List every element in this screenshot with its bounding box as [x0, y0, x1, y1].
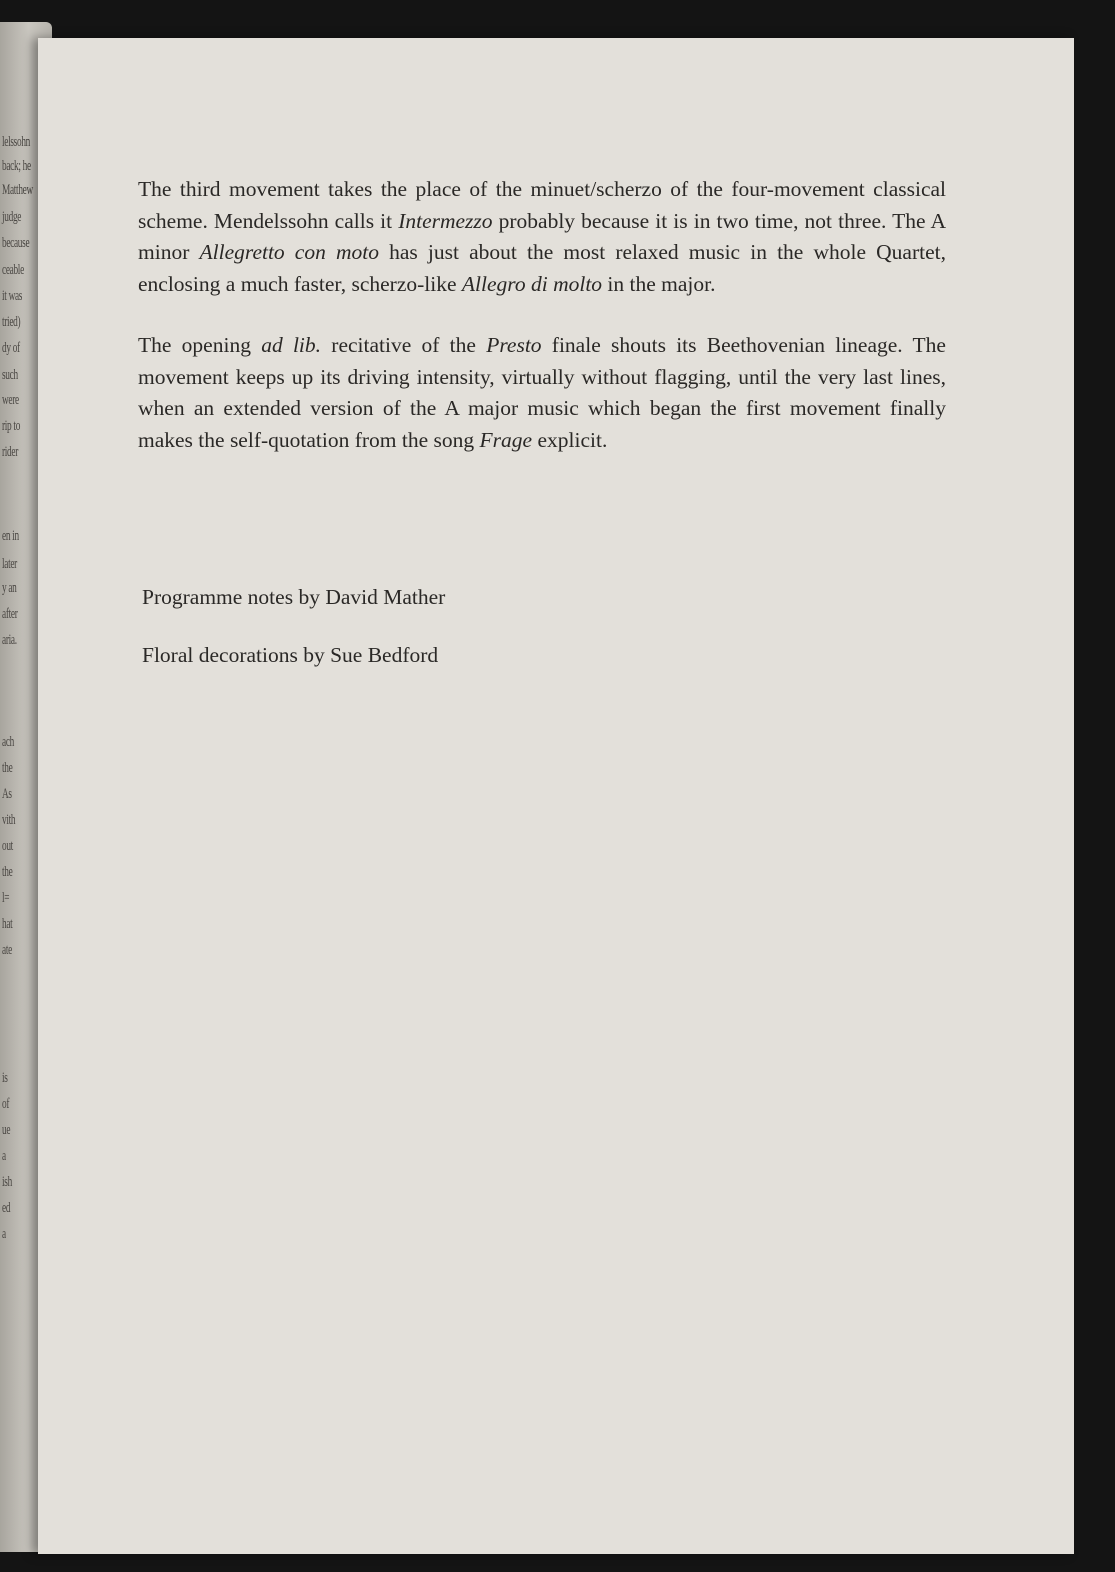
text-run: has just about the most relaxed music in the whole Quartet, enclosing a much faster, scherzo-like [138, 240, 946, 296]
paragraph-third-movement [138, 174, 946, 300]
credit-programme-notes: Programme notes by David Mather [142, 585, 446, 609]
previous-page-text-fragment: were [2, 392, 19, 408]
previous-page-text-fragment: back; he [2, 158, 31, 174]
previous-page-text-fragment: it was [2, 288, 23, 304]
previous-page-text-fragment: such [2, 367, 18, 383]
previous-page-text-fragment: because [2, 235, 30, 251]
body-text [138, 174, 946, 456]
previous-page-text-fragment: of [2, 1096, 10, 1112]
previous-page-text-fragment: vith [2, 812, 16, 828]
previous-page-text-fragment: the [2, 760, 13, 776]
text-run: finale shouts its Beethovenian lineage. The movement keeps up its driving intensity, virtually without flagging, until the very last lines, when an extended version of the A major music which began the first movement finally makes the self-quotation from the song [138, 333, 946, 452]
previous-page-text-fragment: lelssohn [2, 134, 31, 150]
previous-page-text-fragment: a [2, 1148, 6, 1164]
previous-page-text-fragment: is [2, 1070, 8, 1086]
previous-page-text-fragment: judge [2, 209, 22, 225]
programme-page [38, 38, 1074, 1554]
previous-page-text-fragment: ate [2, 942, 12, 958]
previous-page-text-fragment: ach [2, 734, 14, 750]
text-run: explicit. [532, 427, 608, 452]
previous-page-text-fragment: ceable [2, 262, 24, 278]
text-run: The opening [138, 333, 262, 357]
italic-text-run: Allegretto con moto [199, 240, 379, 264]
credits [142, 582, 445, 670]
text-run: The third movement takes the place of the minuet/scherzo of the four-movement classical scheme. Mendelssohn calls it [138, 177, 946, 233]
italic-text-run: Allegro di molto [461, 271, 603, 296]
italic-text-run: Intermezzo [398, 208, 493, 233]
previous-page-text-fragment: l= [2, 890, 10, 906]
previous-page-text-fragment: after [2, 606, 18, 622]
text-run: in the major. [602, 271, 716, 296]
italic-text-run: ad lib. [261, 333, 322, 357]
previous-page-text-fragment: a [2, 1226, 6, 1242]
previous-page-text-fragment: aria. [2, 632, 17, 648]
previous-page-text-fragment: Matthew [2, 182, 33, 198]
previous-page-text-fragment: tried) [2, 314, 21, 330]
previous-page-text-fragment: ish [2, 1174, 12, 1190]
previous-page-text-fragment: out [2, 838, 13, 854]
text-run: recitative of the [321, 333, 487, 357]
italic-text-run: Presto [486, 333, 542, 357]
previous-page-text-fragment: hat [2, 916, 13, 932]
previous-page-text-fragment: later [2, 556, 17, 572]
previous-page-text-fragment: rider [2, 444, 19, 460]
previous-page-text-fragment: y an [2, 580, 17, 596]
previous-page-text-fragment: the [2, 864, 13, 880]
previous-page-text-fragment: dy of [2, 340, 20, 356]
previous-page-text-fragment: As [2, 786, 12, 802]
text-run: probably because it is in two time, not three. The A minor [138, 208, 946, 264]
previous-page-text-fragment: en in [2, 528, 19, 544]
italic-text-run: Frage [479, 427, 533, 452]
previous-page-text-fragment: ue [2, 1122, 11, 1138]
paragraph-finale [138, 330, 946, 456]
credit-floral-decorations: Floral decorations by Sue Bedford [142, 643, 439, 667]
previous-page-text-fragment: ed [2, 1200, 11, 1216]
previous-page-text-fragment: rip to [2, 418, 21, 434]
